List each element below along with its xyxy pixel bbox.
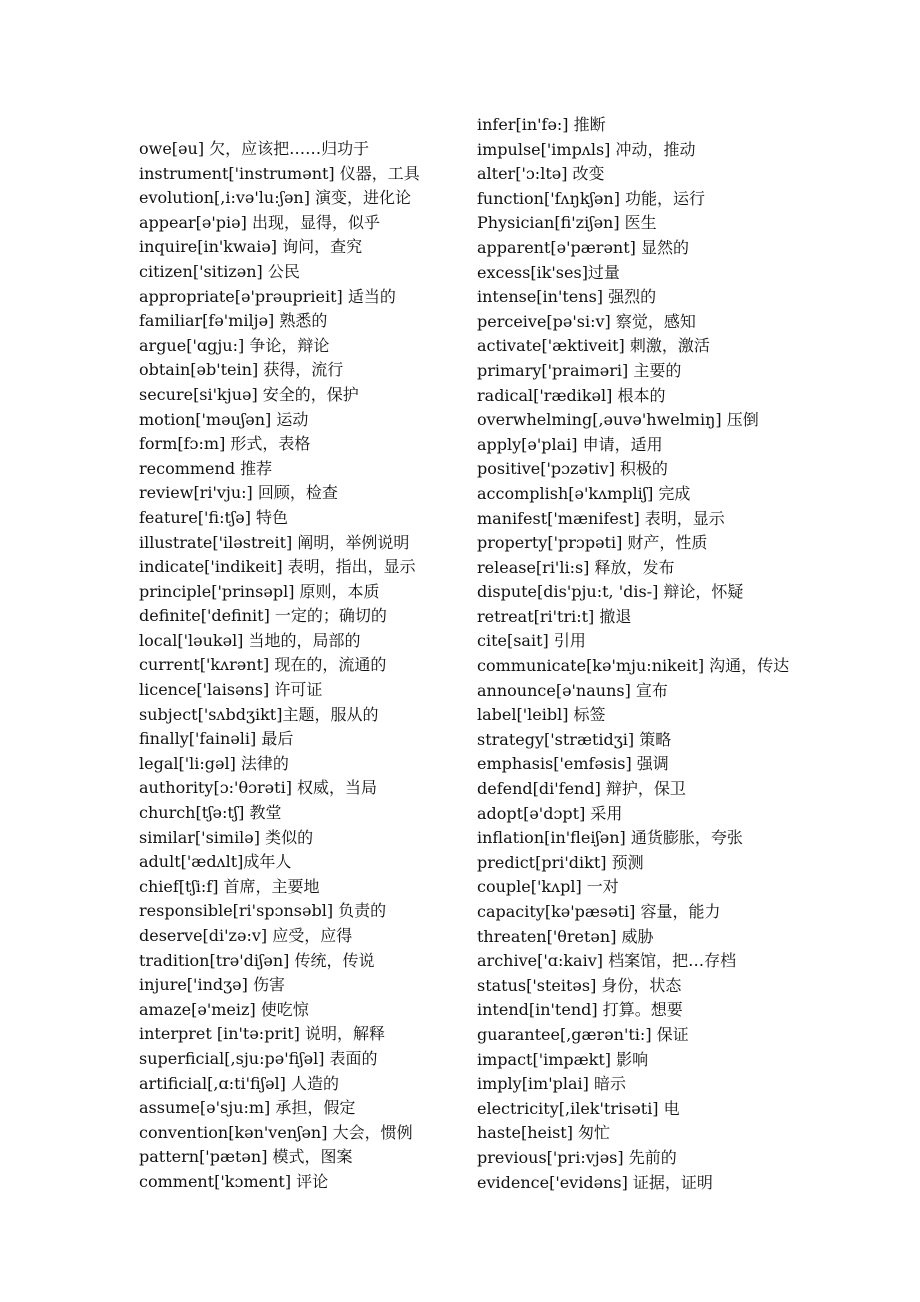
- vocabulary-entry: comment['kɔment] 评论: [139, 1171, 329, 1191]
- vocabulary-entry: guarantee[,gærən'ti:] 保证: [477, 1024, 689, 1044]
- vocabulary-entry: artificial[,ɑ:ti'fiʃəl] 人造的: [139, 1073, 339, 1093]
- vocabulary-entry: local['ləukəl] 当地的，局部的: [139, 630, 361, 650]
- vocabulary-entry: electricity[,ilek'trisəti] 电: [477, 1098, 680, 1118]
- vocabulary-entry: archive['ɑ:kaiv] 档案馆，把…存档: [477, 951, 737, 971]
- vocabulary-entry: accomplish[ə'kʌmpliʃ] 完成: [477, 483, 691, 503]
- vocabulary-entry: property['prɔpəti] 财产，性质: [477, 533, 708, 553]
- vocabulary-entry: form[fɔ:m] 形式，表格: [139, 434, 311, 454]
- vocabulary-entry: intend[in'tend] 打算。想要: [477, 1000, 683, 1020]
- vocabulary-entry: indicate['indikeit] 表明，指出，显示: [139, 557, 416, 577]
- vocabulary-entry: status['steitəs] 身份，状态: [477, 975, 682, 995]
- vocabulary-entry: communicate[kə'mju:nikeit] 沟通，传达: [477, 656, 790, 676]
- vocabulary-entry: impulse['impʌls] 冲动，推动: [477, 139, 696, 159]
- vocabulary-entry: inflation[in'fleiʃən] 通货膨胀，夸张: [477, 828, 743, 848]
- vocabulary-entry: responsible[ri'spɔnsəbl] 负责的: [139, 901, 387, 921]
- vocabulary-entry: similar['similə] 类似的: [139, 827, 314, 847]
- vocabulary-entry: announce[ə'nauns] 宣布: [477, 680, 668, 700]
- vocabulary-entry: imply[im'plai] 暗示: [477, 1074, 626, 1094]
- vocabulary-entry: adult['ædʌlt]成年人: [139, 852, 292, 872]
- vocabulary-entry: obtain[əb'tein] 获得，流行: [139, 360, 344, 380]
- vocabulary-entry: owe[əu] 欠，应该把……归功于: [139, 139, 370, 158]
- vocabulary-entry: strategy['strætidʒi] 策略: [477, 729, 672, 749]
- vocabulary-entry: apparent[ə'pærənt] 显然的: [477, 237, 689, 257]
- vocabulary-entry: excess[ik'ses]过量: [477, 262, 620, 282]
- right-vocabulary-column: [477, 113, 902, 1195]
- vocabulary-entry: authority[ɔ:'θɔrəti] 权威，当局: [139, 778, 378, 798]
- vocabulary-entry: apply[ə'plai] 申请，适用: [477, 434, 663, 454]
- vocabulary-entry: haste[heist] 匆忙: [477, 1123, 611, 1143]
- vocabulary-entry: familiar[fə'miljə] 熟悉的: [139, 311, 328, 331]
- vocabulary-entry: infer[in'fə:] 推断: [477, 115, 606, 134]
- vocabulary-entry: Physician[fi'ziʃən] 医生: [477, 213, 657, 233]
- vocabulary-entry: current['kʌrənt] 现在的，流通的: [139, 655, 387, 675]
- vocabulary-entry: deserve[di'zə:v] 应受，应得: [139, 926, 353, 945]
- vocabulary-entry: appear[ə'piə] 出现，显得，似乎: [139, 212, 380, 232]
- vocabulary-entry: radical['rædikəl] 根本的: [477, 385, 666, 405]
- vocabulary-entry: intense[in'tens] 强烈的: [477, 287, 657, 307]
- vocabulary-entry: appropriate[ə'prəuprieit] 适当的: [139, 286, 396, 306]
- vocabulary-entry: licence['laisəns] 许可证: [139, 680, 323, 700]
- vocabulary-entry: overwhelming[,əuvə'hwelmiŋ] 压倒: [477, 410, 759, 430]
- vocabulary-entry: adopt[ə'dɔpt] 采用: [477, 803, 623, 823]
- vocabulary-entry: impact['impækt] 影响: [477, 1049, 649, 1069]
- vocabulary-entry: retreat[ri'tri:t] 撤退: [477, 606, 632, 626]
- vocabulary-entry: illustrate['iləstreit] 阐明，举例说明: [139, 532, 410, 552]
- vocabulary-entry: argue['ɑgju:] 争论，辩论: [139, 335, 330, 355]
- vocabulary-entry: capacity[kə'pæsəti] 容量，能力: [477, 902, 721, 921]
- vocabulary-entry: dispute[dis'pju:t, 'dis-] 辩论，怀疑: [477, 582, 744, 602]
- vocabulary-entry: legal['li:gəl] 法律的: [139, 753, 289, 773]
- vocabulary-entry: interpret [in'tə:prit] 说明，解释: [139, 1024, 385, 1044]
- vocabulary-entry: activate['æktiveit] 刺激，激活: [477, 336, 710, 356]
- left-vocabulary-column: [139, 137, 469, 1195]
- vocabulary-entry: positive['pɔzətiv] 积极的: [477, 459, 668, 479]
- vocabulary-entry: evidence['evidəns] 证据，证明: [477, 1172, 713, 1192]
- vocabulary-entry: couple['kʌpl] 一对: [477, 877, 619, 897]
- vocabulary-entry: definite['definit] 一定的；确切的: [139, 606, 387, 626]
- vocabulary-entry: predict[pri'dikt] 预测: [477, 852, 644, 872]
- vocabulary-entry: label['leibl] 标签: [477, 705, 606, 725]
- vocabulary-entry: emphasis['emfəsis] 强调: [477, 754, 669, 774]
- vocabulary-entry: defend[di'fend] 辩护，保卫: [477, 779, 686, 799]
- vocabulary-entry: feature['fi:tʃə] 特色: [139, 507, 289, 527]
- vocabulary-entry: release[ri'li:s] 释放，发布: [477, 557, 675, 577]
- vocabulary-entry: inquire[in'kwaiə] 询问，查究: [139, 237, 363, 257]
- vocabulary-entry: pattern['pætən] 模式，图案: [139, 1147, 353, 1167]
- vocabulary-entry: citizen['sitizən] 公民: [139, 261, 300, 281]
- vocabulary-entry: manifest['mænifest] 表明，显示: [477, 508, 725, 528]
- vocabulary-entry: assume[ə'sju:m] 承担，假定: [139, 1098, 356, 1118]
- vocabulary-entry: injure['indʒə] 伤害: [139, 975, 285, 995]
- vocabulary-entry: review[ri'vju:] 回顾，检查: [139, 483, 338, 503]
- vocabulary-entry: principle['prinsəpl] 原则，本质: [139, 581, 380, 601]
- vocabulary-entry: convention[kən'venʃən] 大会，惯例: [139, 1122, 413, 1142]
- vocabulary-entry: threaten['θretən] 威胁: [477, 926, 654, 946]
- vocabulary-entry: recommend 推荐: [139, 458, 273, 478]
- vocabulary-entry: cite[sait] 引用: [477, 631, 586, 651]
- vocabulary-entry: primary['praiməri] 主要的: [477, 360, 682, 380]
- vocabulary-entry: instrument['instrumənt] 仪器，工具: [139, 163, 420, 183]
- vocabulary-entry: chief[tʃi:f] 首席，主要地: [139, 876, 320, 896]
- vocabulary-entry: amaze[ə'meiz] 使吃惊: [139, 999, 309, 1019]
- vocabulary-entry: perceive[pə'si:v] 察觉，感知: [477, 311, 696, 331]
- vocabulary-entry: finally['fainəli] 最后: [139, 729, 294, 749]
- vocabulary-entry: motion['məuʃən] 运动: [139, 409, 309, 429]
- vocabulary-entry: secure[si'kjuə] 安全的，保护: [139, 384, 359, 404]
- vocabulary-entry: function['fʌŋkʃən] 功能，运行: [477, 188, 706, 208]
- vocabulary-entry: alter['ɔ:ltə] 改变: [477, 164, 605, 184]
- vocabulary-entry: previous['pri:vjəs] 先前的: [477, 1147, 677, 1167]
- vocabulary-entry: tradition[trə'diʃən] 传统，传说: [139, 950, 375, 970]
- vocabulary-entry: evolution[,i:və'lu:ʃən] 演变，进化论: [139, 188, 412, 208]
- vocabulary-entry: superficial[,sju:pə'fiʃəl] 表面的: [139, 1048, 378, 1068]
- vocabulary-entry: church[tʃə:tʃ] 教堂: [139, 803, 282, 823]
- vocabulary-entry: subject['sʌbdʒikt]主题，服从的: [139, 704, 379, 724]
